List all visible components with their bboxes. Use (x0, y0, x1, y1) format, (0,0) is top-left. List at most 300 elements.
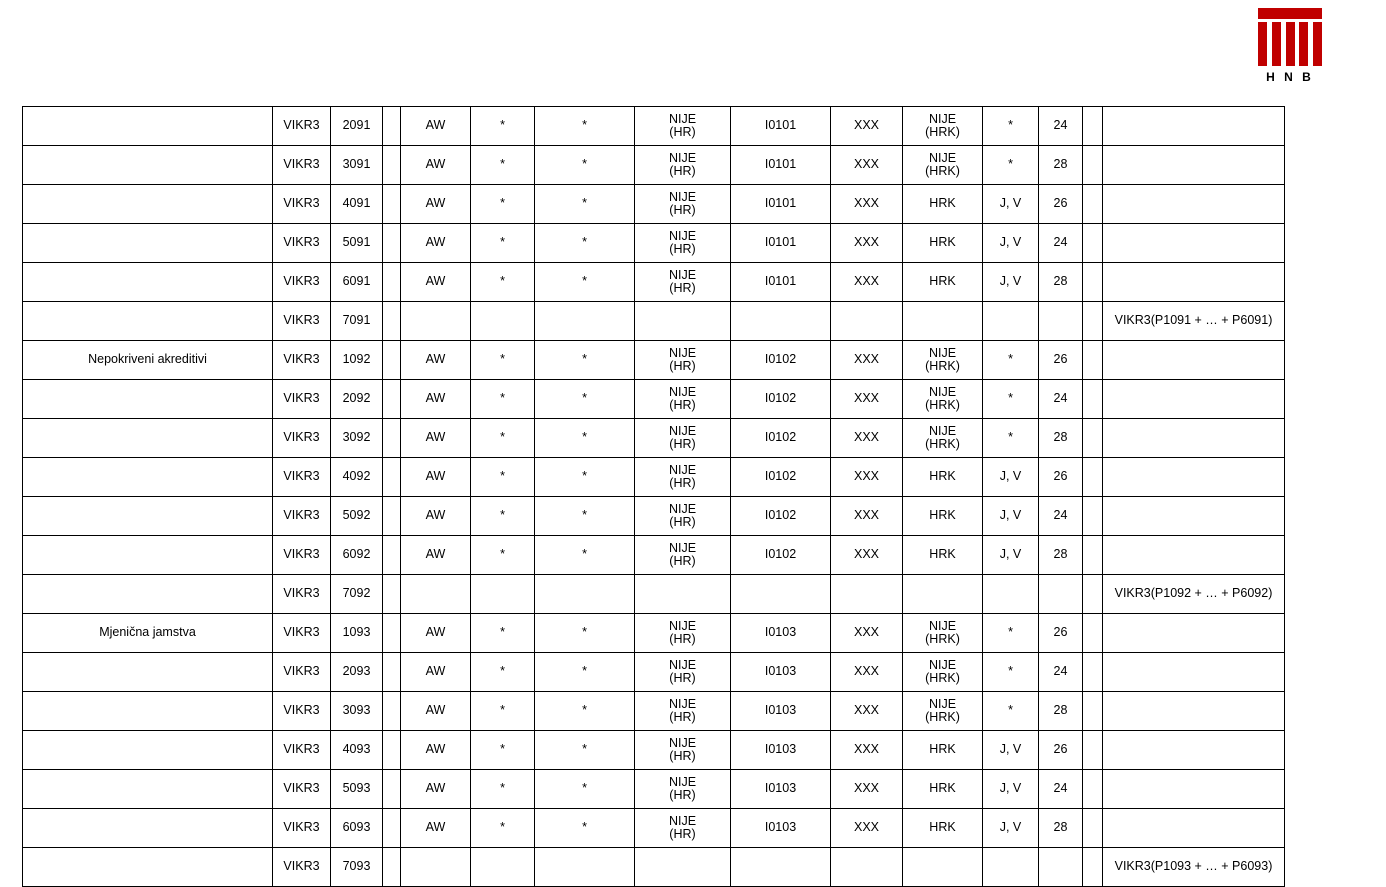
row-flags: * (983, 341, 1039, 380)
row-aw: AW (401, 341, 471, 380)
column-gap-right (1083, 692, 1103, 731)
row-number: 26 (1039, 731, 1083, 770)
row-xxx: XXX (831, 224, 903, 263)
row-star-2: * (535, 653, 635, 692)
row-label (23, 731, 273, 770)
row-form-code: VIKR3 (273, 497, 331, 536)
row-star-2: * (535, 536, 635, 575)
column-gap (383, 770, 401, 809)
column-gap-right (1083, 302, 1103, 341)
row-aw (401, 848, 471, 887)
row-instrument (731, 848, 831, 887)
row-label (23, 497, 273, 536)
row-instrument: I0102 (731, 341, 831, 380)
row-sum-empty (1103, 419, 1285, 458)
row-nije-hr: NIJE (HR) (635, 653, 731, 692)
table-row (23, 731, 1285, 770)
row-position-code: 5091 (331, 224, 383, 263)
hnb-logo-text: H N B (1266, 70, 1314, 84)
row-instrument: I0101 (731, 146, 831, 185)
row-currency: NIJE (HRK) (903, 341, 983, 380)
row-form-code: VIKR3 (273, 302, 331, 341)
row-sum-empty (1103, 146, 1285, 185)
column-gap-right (1083, 224, 1103, 263)
row-sum-empty (1103, 341, 1285, 380)
row-xxx: XXX (831, 809, 903, 848)
table-row (23, 692, 1285, 731)
row-sum-formula: VIKR3(P1093 + … + P6093) (1103, 848, 1285, 887)
row-aw: AW (401, 146, 471, 185)
row-nije-hr: NIJE (HR) (635, 497, 731, 536)
hnb-logo-mark (1258, 8, 1322, 66)
column-gap (383, 731, 401, 770)
column-gap-right (1083, 497, 1103, 536)
row-number (1039, 575, 1083, 614)
row-instrument: I0102 (731, 536, 831, 575)
hnb-logo (1242, 8, 1338, 84)
row-star-2: * (535, 341, 635, 380)
column-gap-right (1083, 536, 1103, 575)
row-position-code: 7093 (331, 848, 383, 887)
column-gap-right (1083, 380, 1103, 419)
table-row (23, 341, 1285, 380)
row-label (23, 419, 273, 458)
column-gap (383, 263, 401, 302)
row-form-code: VIKR3 (273, 380, 331, 419)
row-number: 24 (1039, 497, 1083, 536)
row-xxx (831, 575, 903, 614)
row-sum-empty (1103, 497, 1285, 536)
row-nije-hr: NIJE (HR) (635, 380, 731, 419)
column-gap (383, 458, 401, 497)
row-label (23, 653, 273, 692)
column-gap (383, 224, 401, 263)
row-form-code: VIKR3 (273, 575, 331, 614)
column-gap (383, 809, 401, 848)
row-currency: NIJE (HRK) (903, 653, 983, 692)
row-instrument: I0103 (731, 653, 831, 692)
row-form-code: VIKR3 (273, 185, 331, 224)
row-instrument: I0101 (731, 224, 831, 263)
row-instrument (731, 302, 831, 341)
row-flags: * (983, 146, 1039, 185)
row-position-code: 6093 (331, 809, 383, 848)
row-form-code: VIKR3 (273, 848, 331, 887)
row-currency: NIJE (HRK) (903, 146, 983, 185)
row-instrument: I0103 (731, 692, 831, 731)
row-currency: HRK (903, 458, 983, 497)
row-position-code: 3093 (331, 692, 383, 731)
row-label (23, 536, 273, 575)
column-gap (383, 380, 401, 419)
row-label (23, 263, 273, 302)
row-currency: HRK (903, 809, 983, 848)
row-position-code: 7092 (331, 575, 383, 614)
row-star-1: * (471, 497, 535, 536)
row-label (23, 575, 273, 614)
row-position-code: 4092 (331, 458, 383, 497)
column-gap-right (1083, 653, 1103, 692)
row-position-code: 4091 (331, 185, 383, 224)
row-sum-formula: VIKR3(P1091 + … + P6091) (1103, 302, 1285, 341)
column-gap-right (1083, 458, 1103, 497)
row-star-1: * (471, 419, 535, 458)
row-star-2 (535, 302, 635, 341)
row-currency: HRK (903, 185, 983, 224)
row-flags (983, 848, 1039, 887)
row-star-2: * (535, 731, 635, 770)
row-currency: NIJE (HRK) (903, 419, 983, 458)
row-flags: J, V (983, 497, 1039, 536)
row-label: Nepokriveni akreditivi (23, 341, 273, 380)
column-gap-right (1083, 575, 1103, 614)
row-star-2 (535, 848, 635, 887)
row-xxx: XXX (831, 614, 903, 653)
row-xxx: XXX (831, 458, 903, 497)
row-form-code: VIKR3 (273, 770, 331, 809)
row-nije-hr: NIJE (HR) (635, 614, 731, 653)
row-nije-hr: NIJE (HR) (635, 731, 731, 770)
row-instrument: I0101 (731, 107, 831, 146)
row-star-2: * (535, 770, 635, 809)
row-star-2: * (535, 107, 635, 146)
row-xxx: XXX (831, 341, 903, 380)
row-position-code: 2092 (331, 380, 383, 419)
row-aw: AW (401, 458, 471, 497)
row-star-1 (471, 302, 535, 341)
row-xxx: XXX (831, 692, 903, 731)
row-position-code: 2093 (331, 653, 383, 692)
row-number: 28 (1039, 146, 1083, 185)
row-number: 24 (1039, 107, 1083, 146)
column-gap-right (1083, 341, 1103, 380)
column-gap-right (1083, 185, 1103, 224)
row-sum-empty (1103, 809, 1285, 848)
row-nije-hr: NIJE (HR) (635, 419, 731, 458)
column-gap (383, 185, 401, 224)
table-row (23, 770, 1285, 809)
row-flags: J, V (983, 770, 1039, 809)
row-form-code: VIKR3 (273, 731, 331, 770)
column-gap (383, 107, 401, 146)
logo-columns-shape (1258, 22, 1322, 66)
row-aw: AW (401, 809, 471, 848)
row-aw: AW (401, 614, 471, 653)
column-gap (383, 497, 401, 536)
table-row (23, 185, 1285, 224)
row-currency (903, 575, 983, 614)
row-number: 26 (1039, 614, 1083, 653)
row-nije-hr: NIJE (HR) (635, 107, 731, 146)
row-star-1: * (471, 380, 535, 419)
row-aw: AW (401, 380, 471, 419)
row-label (23, 146, 273, 185)
row-currency (903, 848, 983, 887)
spec-table-container (22, 106, 1362, 887)
row-nije-hr: NIJE (HR) (635, 809, 731, 848)
row-star-2: * (535, 224, 635, 263)
table-row (23, 302, 1285, 341)
row-aw: AW (401, 770, 471, 809)
row-flags (983, 302, 1039, 341)
row-instrument: I0102 (731, 458, 831, 497)
row-star-1: * (471, 809, 535, 848)
row-position-code: 6091 (331, 263, 383, 302)
column-gap (383, 575, 401, 614)
row-star-2: * (535, 185, 635, 224)
row-flags: * (983, 380, 1039, 419)
row-position-code: 4093 (331, 731, 383, 770)
row-label (23, 848, 273, 887)
row-aw: AW (401, 419, 471, 458)
row-currency: HRK (903, 770, 983, 809)
row-currency: HRK (903, 224, 983, 263)
row-star-1: * (471, 731, 535, 770)
table-row (23, 263, 1285, 302)
row-xxx: XXX (831, 770, 903, 809)
row-form-code: VIKR3 (273, 458, 331, 497)
column-gap-right (1083, 770, 1103, 809)
row-sum-formula: VIKR3(P1092 + … + P6092) (1103, 575, 1285, 614)
row-flags: * (983, 614, 1039, 653)
row-star-2: * (535, 146, 635, 185)
row-flags: * (983, 419, 1039, 458)
row-form-code: VIKR3 (273, 146, 331, 185)
row-star-1: * (471, 263, 535, 302)
row-form-code: VIKR3 (273, 419, 331, 458)
row-star-1 (471, 575, 535, 614)
table-row (23, 497, 1285, 536)
column-gap (383, 341, 401, 380)
column-gap-right (1083, 263, 1103, 302)
row-star-1 (471, 848, 535, 887)
row-sum-empty (1103, 692, 1285, 731)
row-flags: J, V (983, 731, 1039, 770)
row-form-code: VIKR3 (273, 107, 331, 146)
row-currency: HRK (903, 731, 983, 770)
row-form-code: VIKR3 (273, 614, 331, 653)
column-gap (383, 692, 401, 731)
row-nije-hr: NIJE (HR) (635, 458, 731, 497)
row-instrument: I0101 (731, 185, 831, 224)
row-label (23, 224, 273, 263)
row-flags: J, V (983, 185, 1039, 224)
table-row (23, 107, 1285, 146)
row-star-1: * (471, 224, 535, 263)
row-label (23, 809, 273, 848)
row-nije-hr: NIJE (HR) (635, 341, 731, 380)
row-form-code: VIKR3 (273, 653, 331, 692)
row-nije-hr: NIJE (HR) (635, 224, 731, 263)
table-row (23, 380, 1285, 419)
specification-table (22, 106, 1285, 887)
row-form-code: VIKR3 (273, 692, 331, 731)
row-instrument: I0103 (731, 614, 831, 653)
row-aw: AW (401, 185, 471, 224)
row-star-2: * (535, 692, 635, 731)
row-xxx: XXX (831, 263, 903, 302)
column-gap (383, 614, 401, 653)
row-flags: J, V (983, 458, 1039, 497)
row-sum-empty (1103, 731, 1285, 770)
row-number: 28 (1039, 536, 1083, 575)
row-number: 28 (1039, 692, 1083, 731)
row-instrument: I0103 (731, 809, 831, 848)
row-form-code: VIKR3 (273, 536, 331, 575)
row-star-1: * (471, 692, 535, 731)
row-flags: * (983, 653, 1039, 692)
row-nije-hr: NIJE (HR) (635, 692, 731, 731)
row-position-code: 2091 (331, 107, 383, 146)
row-number: 24 (1039, 770, 1083, 809)
table-row (23, 224, 1285, 263)
row-star-1: * (471, 458, 535, 497)
row-position-code: 3091 (331, 146, 383, 185)
row-star-1: * (471, 107, 535, 146)
table-row (23, 614, 1285, 653)
row-instrument: I0102 (731, 419, 831, 458)
row-star-1: * (471, 653, 535, 692)
row-number: 24 (1039, 224, 1083, 263)
row-number: 24 (1039, 653, 1083, 692)
row-xxx: XXX (831, 419, 903, 458)
row-number: 24 (1039, 380, 1083, 419)
row-number (1039, 848, 1083, 887)
row-aw: AW (401, 497, 471, 536)
row-number: 26 (1039, 458, 1083, 497)
column-gap (383, 653, 401, 692)
row-sum-empty (1103, 224, 1285, 263)
row-number: 28 (1039, 809, 1083, 848)
row-aw (401, 302, 471, 341)
row-number: 26 (1039, 341, 1083, 380)
row-label (23, 302, 273, 341)
row-xxx: XXX (831, 185, 903, 224)
row-sum-empty (1103, 185, 1285, 224)
row-position-code: 5092 (331, 497, 383, 536)
row-nije-hr: NIJE (HR) (635, 146, 731, 185)
row-currency: NIJE (HRK) (903, 380, 983, 419)
row-flags: J, V (983, 263, 1039, 302)
column-gap-right (1083, 614, 1103, 653)
row-position-code: 7091 (331, 302, 383, 341)
table-row (23, 536, 1285, 575)
row-label (23, 458, 273, 497)
row-star-2: * (535, 380, 635, 419)
row-currency: NIJE (HRK) (903, 692, 983, 731)
table-row (23, 146, 1285, 185)
row-sum-empty (1103, 770, 1285, 809)
row-sum-empty (1103, 107, 1285, 146)
logo-roof-shape (1258, 8, 1322, 19)
row-aw: AW (401, 263, 471, 302)
table-row (23, 653, 1285, 692)
row-star-1: * (471, 341, 535, 380)
column-gap-right (1083, 809, 1103, 848)
row-instrument: I0102 (731, 497, 831, 536)
column-gap-right (1083, 419, 1103, 458)
row-star-2: * (535, 458, 635, 497)
row-xxx: XXX (831, 380, 903, 419)
row-currency: NIJE (HRK) (903, 614, 983, 653)
row-xxx: XXX (831, 497, 903, 536)
row-currency: HRK (903, 536, 983, 575)
column-gap-right (1083, 107, 1103, 146)
row-sum-empty (1103, 536, 1285, 575)
row-xxx (831, 302, 903, 341)
row-position-code: 1093 (331, 614, 383, 653)
row-nije-hr: NIJE (HR) (635, 263, 731, 302)
row-instrument: I0103 (731, 731, 831, 770)
row-aw: AW (401, 107, 471, 146)
column-gap (383, 302, 401, 341)
row-aw: AW (401, 653, 471, 692)
row-label (23, 185, 273, 224)
row-star-2: * (535, 497, 635, 536)
row-instrument: I0102 (731, 380, 831, 419)
row-sum-empty (1103, 458, 1285, 497)
row-currency: NIJE (HRK) (903, 107, 983, 146)
column-gap (383, 848, 401, 887)
row-instrument (731, 575, 831, 614)
row-flags: J, V (983, 536, 1039, 575)
row-star-2 (535, 575, 635, 614)
column-gap (383, 419, 401, 458)
row-xxx: XXX (831, 107, 903, 146)
row-position-code: 5093 (331, 770, 383, 809)
row-flags: * (983, 692, 1039, 731)
row-flags: J, V (983, 809, 1039, 848)
row-sum-empty (1103, 380, 1285, 419)
row-aw (401, 575, 471, 614)
column-gap-right (1083, 731, 1103, 770)
row-star-2: * (535, 419, 635, 458)
row-form-code: VIKR3 (273, 809, 331, 848)
row-label (23, 380, 273, 419)
row-aw: AW (401, 731, 471, 770)
column-gap (383, 146, 401, 185)
row-label (23, 107, 273, 146)
column-gap-right (1083, 848, 1103, 887)
row-nije-hr (635, 848, 731, 887)
row-sum-empty (1103, 614, 1285, 653)
table-row (23, 809, 1285, 848)
row-currency (903, 302, 983, 341)
row-number: 28 (1039, 263, 1083, 302)
row-star-2: * (535, 809, 635, 848)
row-instrument: I0103 (731, 770, 831, 809)
row-form-code: VIKR3 (273, 224, 331, 263)
row-nije-hr: NIJE (HR) (635, 185, 731, 224)
row-currency: HRK (903, 497, 983, 536)
table-row (23, 419, 1285, 458)
row-star-1: * (471, 146, 535, 185)
row-nije-hr (635, 302, 731, 341)
row-xxx: XXX (831, 536, 903, 575)
row-xxx (831, 848, 903, 887)
row-star-1: * (471, 614, 535, 653)
row-position-code: 1092 (331, 341, 383, 380)
table-row (23, 575, 1285, 614)
column-gap (383, 536, 401, 575)
row-xxx: XXX (831, 146, 903, 185)
row-label (23, 692, 273, 731)
row-nije-hr (635, 575, 731, 614)
row-position-code: 3092 (331, 419, 383, 458)
row-position-code: 6092 (331, 536, 383, 575)
row-xxx: XXX (831, 653, 903, 692)
row-star-1: * (471, 185, 535, 224)
